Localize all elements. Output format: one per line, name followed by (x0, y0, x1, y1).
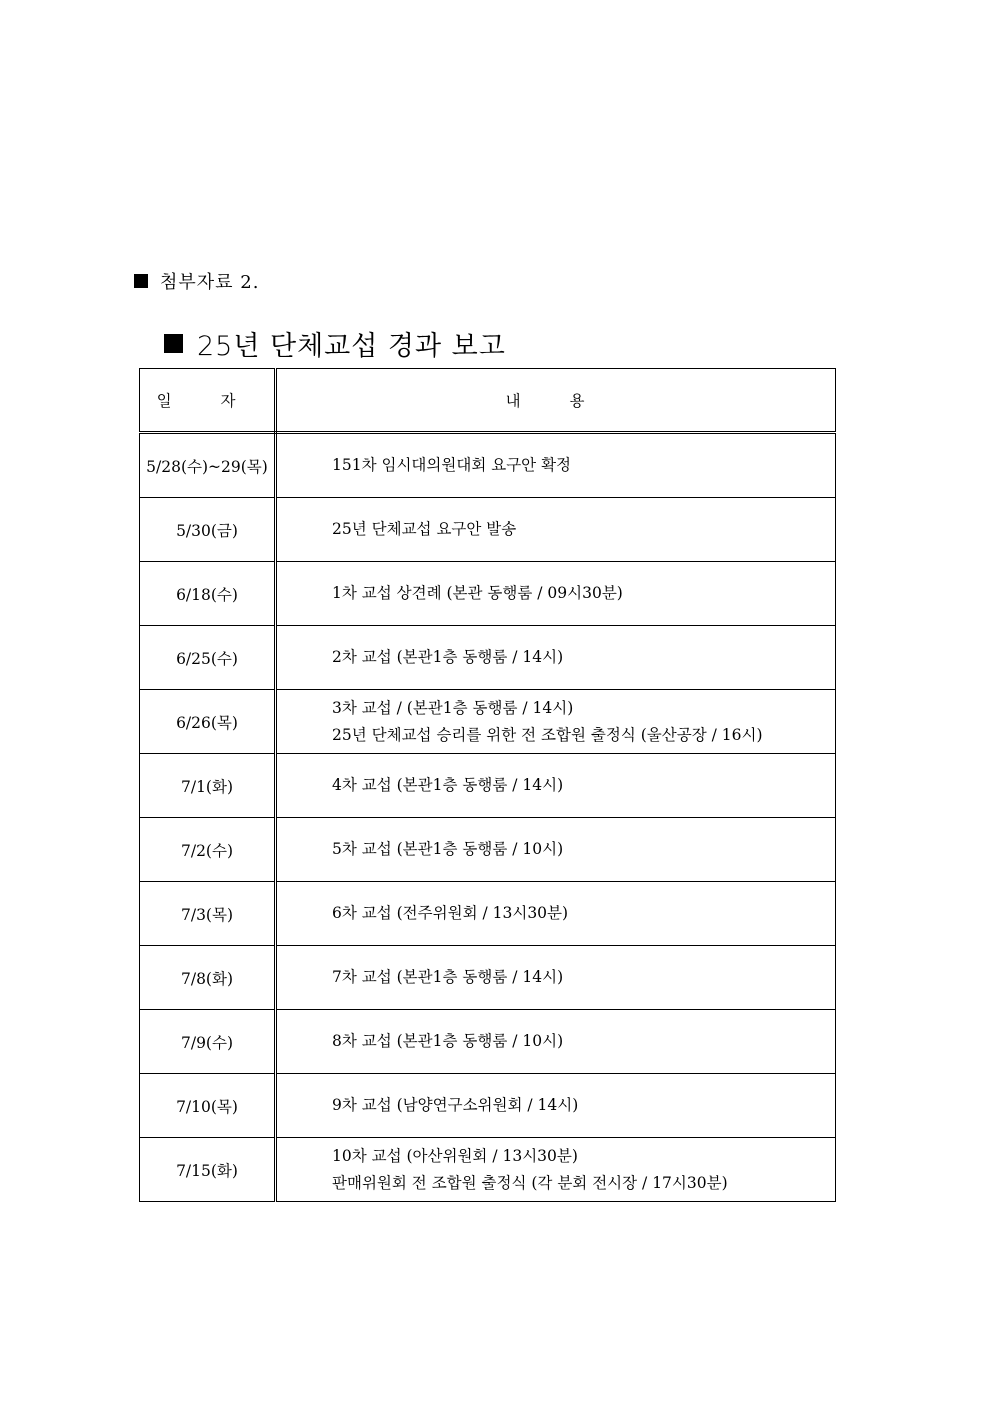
table-row (140, 1010, 836, 1074)
table-row (140, 1074, 836, 1138)
row-content-line: 10차 교섭 (아산위원회 / 13시30분) (332, 1146, 578, 1165)
table-row (140, 882, 836, 946)
header-date: 일 자 (140, 369, 276, 433)
row-content (276, 818, 836, 882)
table-row (140, 690, 836, 754)
row-content-line: 25년 단체교섭 요구안 발송 (332, 520, 517, 538)
table-row (140, 946, 836, 1010)
row-content (276, 1010, 836, 1074)
row-content-line: 8차 교섭 (본관1층 동행룸 / 10시) (332, 1032, 564, 1050)
row-content (276, 690, 836, 754)
row-date: 6/26(목) (140, 690, 276, 754)
row-content (276, 433, 836, 498)
row-content (276, 754, 836, 818)
row-date: 7/2(수) (140, 818, 276, 882)
progress-table (139, 368, 836, 1202)
row-date: 7/9(수) (140, 1010, 276, 1074)
row-content (276, 498, 836, 562)
row-content (276, 882, 836, 946)
header-content: 내 용 (276, 369, 836, 433)
row-content-line: 6차 교섭 (전주위원회 / 13시30분) (332, 904, 569, 922)
row-content (276, 946, 836, 1010)
row-date: 7/3(목) (140, 882, 276, 946)
row-date: 6/25(수) (140, 626, 276, 690)
row-content-line: 2차 교섭 (본관1층 동행룸 / 14시) (332, 648, 564, 666)
table-row (140, 433, 836, 498)
table-header-row (140, 369, 836, 433)
black-square-icon (134, 274, 148, 288)
row-date: 5/30(금) (140, 498, 276, 562)
table-row (140, 498, 836, 562)
row-date: 7/1(화) (140, 754, 276, 818)
table-body (140, 433, 836, 1202)
row-content (276, 1074, 836, 1138)
table-row (140, 818, 836, 882)
row-content-line: 판매위원회 전 조합원 출정식 (각 분회 전시장 / 17시30분) (332, 1173, 728, 1192)
table-row (140, 626, 836, 690)
table-row (140, 1138, 836, 1202)
page-title-text: 25년 단체교섭 경과 보고 (197, 331, 506, 362)
row-date: 6/18(수) (140, 562, 276, 626)
row-date: 5/28(수)~29(목) (140, 433, 276, 498)
row-content-line: 5차 교섭 (본관1층 동행룸 / 10시) (332, 840, 564, 858)
row-date: 7/8(화) (140, 946, 276, 1010)
row-content-line: 9차 교섭 (남양연구소위원회 / 14시) (332, 1096, 579, 1114)
row-content (276, 562, 836, 626)
page-title (164, 324, 506, 363)
row-content-line: 1차 교섭 상견례 (본관 동행룸 / 09시30분) (332, 584, 623, 602)
table-row (140, 562, 836, 626)
row-content-line: 3차 교섭 / (본관1층 동행룸 / 14시) (332, 698, 574, 717)
attachment-label-text: 첨부자료 2. (160, 272, 260, 293)
table-row (140, 754, 836, 818)
row-content-line: 7차 교섭 (본관1층 동행룸 / 14시) (332, 968, 564, 986)
row-content-line: 25년 단체교섭 승리를 위한 전 조합원 출정식 (울산공장 / 16시) (332, 725, 763, 744)
attachment-label (134, 268, 259, 294)
row-content-line: 4차 교섭 (본관1층 동행룸 / 14시) (332, 776, 564, 794)
row-date: 7/15(화) (140, 1138, 276, 1202)
row-content (276, 1138, 836, 1202)
row-content (276, 626, 836, 690)
row-date: 7/10(목) (140, 1074, 276, 1138)
row-content-line: 151차 임시대의원대회 요구안 확정 (332, 456, 572, 474)
black-square-icon (164, 334, 183, 353)
